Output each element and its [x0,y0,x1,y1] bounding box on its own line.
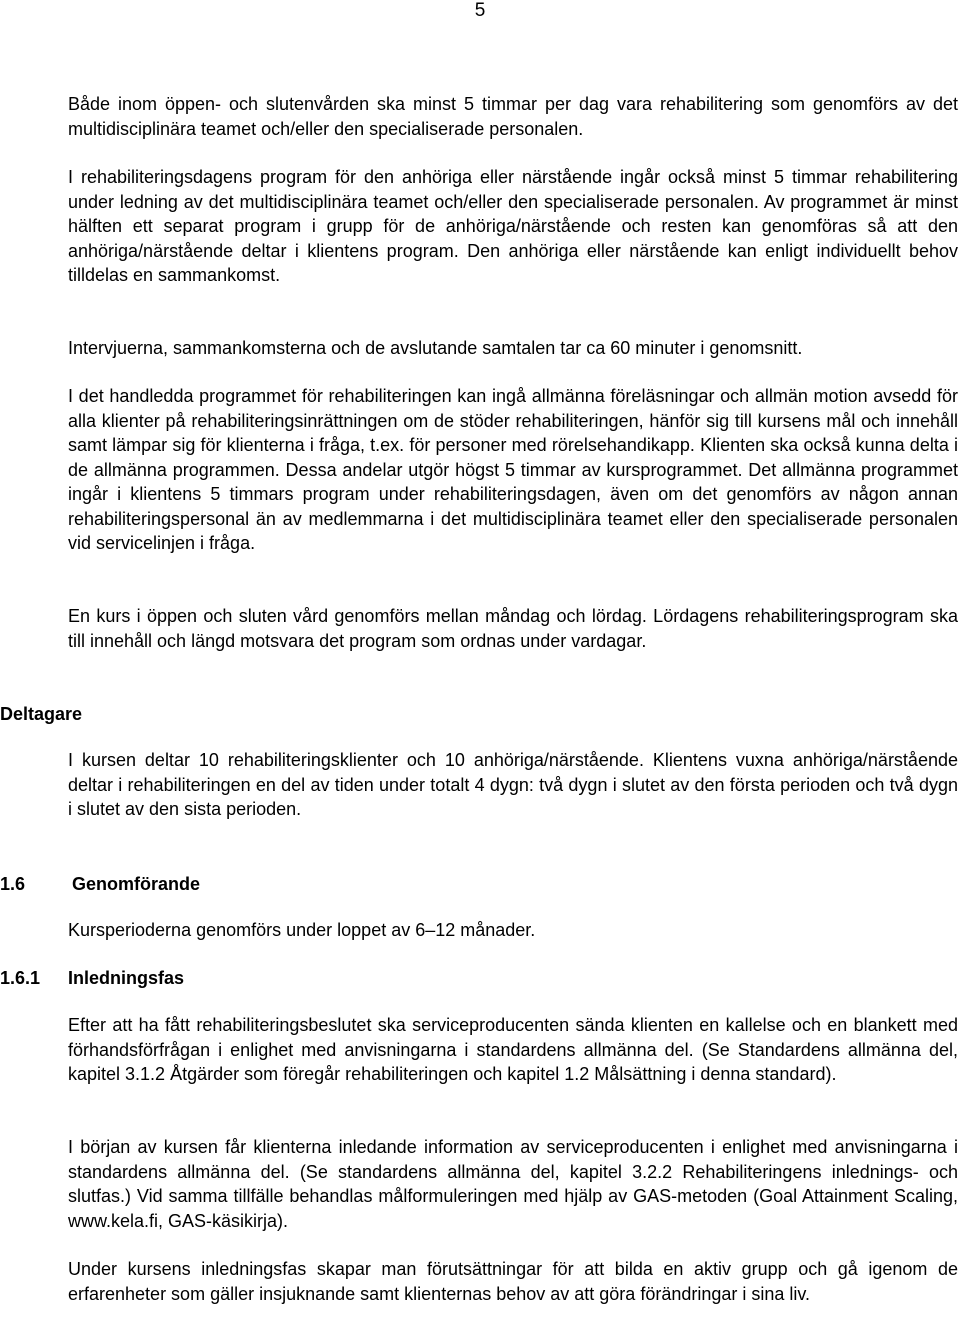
section-heading-inledningsfas [0,966,184,990]
heading-deltagare: Deltagare [0,704,83,724]
page-number: 5 [474,0,486,21]
section-title: Genomförande [72,874,201,894]
paragraph-relatives-program: I rehabiliteringsdagens program för den anhöriga eller närstående ingår också minst 5 timmar rehabilitering under ledning av det multidisciplinära teamet och/eller den specialiserade personalen. Av programmet är minst hälften ett separat program i grupp för de anhöriga/närstående och resten kan genomföras så att den anhöriga/närstående deltar i klientens program. Den anhöriga eller närstående kan enligt individuellt behov tilldelas en sammankomst. [68,167,958,285]
paragraph-initial-info: I början av kursen får klienterna inledande information av serviceproducenten i enlighet med anvisningarna i standardens allmänna del. (Se standardens allmänna del, kapitel 3.2.2 Rehabiliteringens inlednings- och slutfas.) Vid samma tillfälle behandlas målformuleringen med hjälp av GAS-metoden (Goal Attainment Scaling, www.kela.fi, GAS-käsikirja). [68,1137,958,1231]
paragraph-rehab-hours: Både inom öppen- och slutenvården ska minst 5 timmar per dag vara rehabilitering som genomförs av det multidisciplinära teamet och/eller den specialiserade personalen. [68,94,958,139]
section-number: 1.6 [0,874,26,894]
paragraph-participants: I kursen deltar 10 rehabiliteringsklienter och 10 anhöriga/närstående. Klientens vuxna anhöriga/närstående deltar i rehabiliteringen en del av tiden under totalt 4 dygn: två dygn i slutet av den första perioden och två dygn i slutet av den sista perioden. [68,750,958,819]
subsection-number: 1.6.1 [0,968,41,988]
paragraph-weekdays: En kurs i öppen och sluten vård genomförs mellan måndag och lördag. Lördagens rehabiliteringsprogram ska till innehåll och längd motsvara det program som ordnas under vardagar. [68,606,958,651]
paragraph-guided-program: I det handledda programmet för rehabiliteringen kan ingå allmänna föreläsningar och allmän motion avsedd för alla klienter på rehabiliteringsinrättningen om de stöder rehabiliteringen, hänför sig till kursens mål och innehåll samt lämpar sig för klienterna i fråga, t.ex. för personer med rörelsehandikapp. Klienten ska också kunna delta i de allmänna programmen. Dessa andelar utgör högst 5 timmar av kursprogrammet. Det allmänna programmet ingår i klientens 5 timmars program under rehabiliteringsdagen, även om det genomförs av någon annan rehabiliteringspersonal än av medlemmarna i det multidisciplinära teamet eller den specialiserade personalen vid servicelinjen i fråga. [68,386,958,553]
paragraph-initial-phase: Under kursens inledningsfas skapar man förutsättningar för att bilda en aktiv grupp och gå igenom de erfarenheter som gäller insjuknande samt klienternas behov av att göra förändringar i sina liv. [68,1259,958,1304]
section-heading-genomforande [0,872,200,896]
paragraph-invitation: Efter att ha fått rehabiliteringsbeslutet ska serviceproducenten sända klienten en kallelse och en blankett med förhandsförfrågan i enlighet med anvisningarna i standardens allmänna del. (Se Standardens allmänna del, kapitel 3.1.2 Åtgärder som föregår rehabiliteringen och kapitel 1.2 Målsättning i denna standard). [68,1015,958,1084]
paragraph-course-periods: Kursperioderna genomförs under loppet av 6–12 månader. [68,920,536,940]
paragraph-interviews: Intervjuerna, sammankomsterna och de avslutande samtalen tar ca 60 minuter i genomsnitt. [68,338,803,358]
subsection-title: Inledningsfas [68,968,185,988]
